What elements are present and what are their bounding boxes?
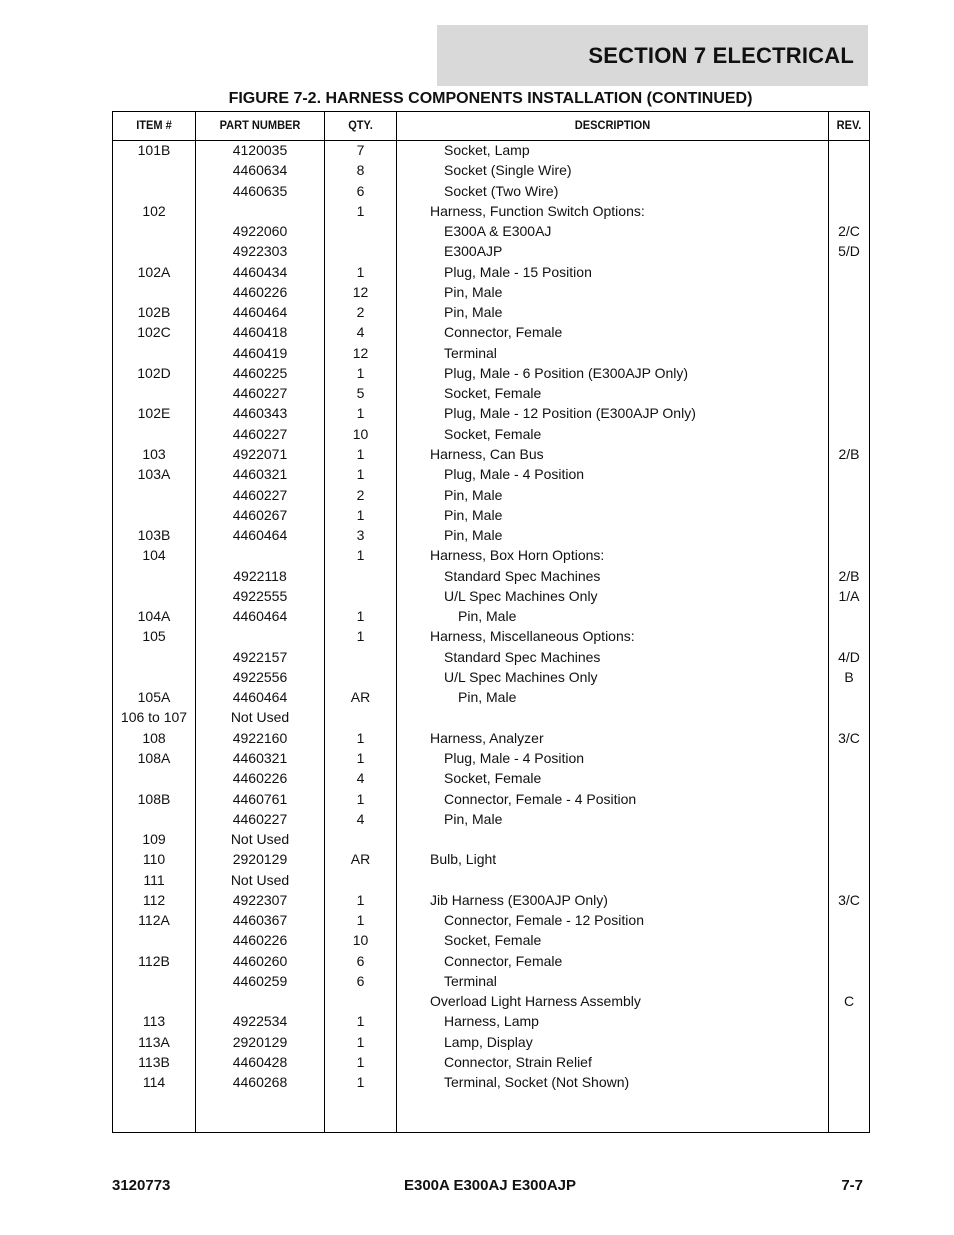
part-number: 2920129 (232, 1033, 288, 1050)
item-number: 105 (142, 628, 166, 645)
quantity: 1 (356, 749, 365, 766)
table-row (113, 728, 869, 748)
description: E300A & E300AJ (444, 223, 552, 240)
description: Pin, Male (444, 486, 503, 503)
description: Jib Harness (E300AJP Only) (430, 891, 608, 908)
table-row (113, 160, 869, 180)
description: Pin, Male (444, 506, 503, 523)
quantity: 10 (352, 932, 369, 949)
quantity: 1 (356, 364, 365, 381)
quantity: 6 (356, 952, 365, 969)
table-row (113, 566, 869, 586)
footer-models: E300A E300AJ E300AJP (403, 1177, 577, 1194)
footer-doc-number: 3120773 (112, 1177, 171, 1194)
quantity: 7 (356, 142, 365, 158)
table-row (113, 363, 869, 383)
quantity: 12 (352, 283, 369, 300)
description: Plug, Male - 12 Position (E300AJP Only) (444, 405, 696, 422)
part-number: 4460226 (232, 932, 288, 949)
revision: 2/B (838, 567, 860, 584)
part-number: 4460464 (232, 527, 288, 544)
part-number: 4922534 (232, 1013, 288, 1030)
quantity: 1 (356, 1013, 365, 1030)
description: Connector, Female - 12 Position (444, 912, 644, 929)
quantity: 8 (356, 162, 365, 179)
description: Plug, Male - 4 Position (444, 466, 585, 483)
table-row (113, 1072, 869, 1092)
table-row (113, 667, 869, 687)
revision: 3/C (838, 729, 860, 746)
part-number: 4460227 (232, 810, 288, 827)
description: Harness, Analyzer (430, 729, 544, 746)
quantity: 4 (356, 770, 365, 787)
part-number: 4922160 (232, 729, 288, 746)
description: Connector, Strain Relief (444, 1053, 592, 1070)
part-number: 4922071 (232, 445, 288, 462)
table-row (113, 971, 869, 991)
part-number: 4922118 (233, 567, 287, 584)
table-row (113, 647, 869, 667)
description: Harness, Function Switch Options: (430, 202, 645, 219)
description: Socket, Female (444, 932, 542, 949)
part-number: 4922555 (232, 587, 288, 604)
quantity: 1 (356, 506, 365, 523)
table-row (113, 343, 869, 363)
table-row (113, 201, 869, 221)
part-number: 4460226 (232, 283, 288, 300)
quantity: 1 (356, 1033, 365, 1050)
part-number: 4460634 (232, 162, 288, 179)
description: Socket, Lamp (444, 142, 530, 158)
description: Terminal (444, 344, 497, 361)
description: Pin, Male (458, 689, 517, 706)
part-number: 4120035 (232, 142, 288, 158)
description: Harness, Miscellaneous Options: (430, 628, 635, 645)
part-number: 4460268 (232, 1074, 288, 1091)
header-item: ITEM # (136, 118, 172, 132)
quantity: 6 (356, 972, 365, 989)
quantity: 1 (356, 445, 365, 462)
item-number: 102 (142, 202, 166, 219)
part-number: 4460418 (232, 324, 288, 341)
table-row (113, 809, 869, 829)
quantity: 1 (356, 547, 365, 564)
part-number: 4460761 (232, 790, 288, 807)
item-number: 108 (142, 729, 166, 746)
part-number: 4922556 (232, 668, 288, 685)
revision: B (844, 668, 854, 685)
quantity: 1 (356, 1053, 365, 1070)
item-number: 112A (138, 912, 170, 929)
part-number: 4460428 (232, 1053, 288, 1070)
description: U/L Spec Machines Only (444, 668, 598, 685)
quantity: 1 (356, 202, 365, 219)
quantity: 2 (356, 486, 365, 503)
quantity: 1 (356, 729, 365, 746)
item-number: 102C (137, 324, 171, 341)
part-number: 4460260 (232, 952, 288, 969)
table-body (113, 140, 869, 1092)
item-number: 102B (137, 304, 171, 321)
quantity: 1 (356, 608, 365, 625)
quantity: 6 (356, 182, 365, 199)
description: Pin, Male (458, 608, 517, 625)
description: Standard Spec Machines (444, 648, 601, 665)
part-number: 4460367 (232, 912, 288, 929)
description: U/L Spec Machines Only (444, 587, 598, 604)
item-number: 114 (142, 1074, 166, 1091)
table-row (113, 1011, 869, 1031)
description: Socket, Female (444, 770, 542, 787)
quantity: 1 (356, 628, 365, 645)
revision: 1/A (838, 587, 860, 604)
item-number: 113 (142, 1013, 166, 1030)
part-number: 4460434 (232, 263, 288, 280)
table-row (113, 221, 869, 241)
item-number: 113B (138, 1053, 170, 1070)
table-row (113, 302, 869, 322)
description: Socket, Female (444, 425, 542, 442)
quantity: 1 (356, 912, 365, 929)
table-row (113, 890, 869, 910)
table-row (113, 991, 869, 1011)
table-row (113, 1032, 869, 1052)
quantity: AR (350, 689, 371, 706)
table-row (113, 403, 869, 423)
revision: 4/D (838, 648, 860, 665)
item-number: 102A (137, 263, 171, 280)
part-number: 4922307 (232, 891, 288, 908)
item-number: 109 (142, 831, 166, 848)
description: Pin, Male (444, 810, 503, 827)
table-row (113, 322, 869, 342)
item-number: 102D (137, 364, 171, 381)
table-row (113, 626, 869, 646)
part-number: 4460464 (232, 689, 288, 706)
table-row (113, 383, 869, 403)
table-row (113, 444, 869, 464)
part-number: Not Used (230, 871, 290, 888)
part-number: 4460227 (232, 425, 288, 442)
description: Connector, Female (444, 952, 563, 969)
quantity: 1 (356, 891, 365, 908)
part-number: 4460464 (232, 304, 288, 321)
quantity: 10 (352, 425, 369, 442)
table-row (113, 505, 869, 525)
part-number: 4460343 (232, 405, 288, 422)
revision: 3/C (838, 891, 860, 908)
description: Socket (Two Wire) (444, 182, 559, 199)
description: Standard Spec Machines (444, 567, 601, 584)
part-number: Not Used (230, 709, 290, 726)
header-rev: REV. (836, 118, 862, 132)
header-qty: QTY. (348, 118, 373, 132)
part-number: 2920129 (232, 851, 288, 868)
item-number: 101B (137, 142, 171, 158)
description: Plug, Male - 15 Position (444, 263, 592, 280)
quantity: 1 (356, 263, 365, 280)
table-row (113, 870, 869, 890)
table-row (113, 140, 869, 160)
item-number: 105A (137, 689, 171, 706)
item-number: 103 (142, 445, 166, 462)
quantity: 2 (356, 304, 365, 321)
description: Harness, Lamp (444, 1013, 539, 1030)
description: Socket (Single Wire) (444, 162, 572, 179)
header-part-number: PART NUMBER (219, 118, 301, 132)
description: Pin, Male (444, 283, 503, 300)
description: E300AJP (444, 243, 503, 260)
description: Bulb, Light (430, 851, 497, 868)
parts-table (112, 111, 870, 1133)
description: Lamp, Display (444, 1033, 533, 1050)
description: Pin, Male (444, 304, 503, 321)
table-row (113, 586, 869, 606)
part-number: 4922303 (232, 243, 288, 260)
quantity: 1 (356, 1074, 365, 1091)
description: Harness, Box Horn Options: (430, 547, 605, 564)
quantity: 4 (356, 324, 365, 341)
quantity: 3 (356, 527, 365, 544)
table-row (113, 849, 869, 869)
table-row (113, 424, 869, 444)
part-number: 4460225 (232, 364, 288, 381)
quantity: 1 (356, 405, 365, 422)
quantity: AR (350, 851, 371, 868)
item-number: 108B (137, 790, 171, 807)
header-description: DESCRIPTION (574, 118, 651, 132)
table-row (113, 282, 869, 302)
table-row (113, 768, 869, 788)
item-number: 111 (143, 871, 165, 888)
description: Connector, Female - 4 Position (444, 790, 637, 807)
description: Socket, Female (444, 385, 542, 402)
table-row (113, 748, 869, 768)
part-number: 4922060 (232, 223, 288, 240)
description: Connector, Female (444, 324, 563, 341)
table-header (113, 112, 869, 141)
item-number: 103A (137, 466, 171, 483)
table-row (113, 485, 869, 505)
quantity: 4 (356, 810, 365, 827)
figure-title: FIGURE 7-2. HARNESS COMPONENTS INSTALLATION (CONTINUED) (228, 90, 753, 107)
quantity: 12 (352, 344, 369, 361)
table-row (113, 829, 869, 849)
description: Terminal, Socket (Not Shown) (444, 1074, 630, 1091)
part-number: 4460321 (232, 749, 288, 766)
table-row (113, 930, 869, 950)
part-number: 4460227 (232, 385, 288, 402)
item-number: 112 (142, 891, 166, 908)
item-number: 113A (138, 1033, 170, 1050)
item-number: 110 (142, 851, 166, 868)
description: Overload Light Harness Assembly (430, 993, 641, 1010)
table-row (113, 525, 869, 545)
description: Terminal (444, 972, 497, 989)
table-row (113, 1052, 869, 1072)
table-row (113, 606, 869, 626)
part-number: 4460464 (232, 608, 288, 625)
table-row (113, 262, 869, 282)
description: Pin, Male (444, 527, 503, 544)
item-number: 106 to 107 (120, 709, 188, 726)
item-number: 103B (137, 527, 171, 544)
revision: C (843, 993, 855, 1010)
table-row (113, 464, 869, 484)
description: Harness, Can Bus (430, 445, 544, 462)
description: Plug, Male - 6 Position (E300AJP Only) (444, 364, 689, 381)
item-number: 112B (138, 952, 170, 969)
table-row (113, 687, 869, 707)
section-header (437, 25, 868, 86)
part-number: 4460321 (232, 466, 288, 483)
part-number: 4922157 (232, 648, 288, 665)
table-row (113, 910, 869, 930)
part-number: Not Used (230, 831, 290, 848)
item-number: 102E (137, 405, 171, 422)
part-number: 4460259 (232, 972, 288, 989)
item-number: 108A (137, 749, 171, 766)
part-number: 4460267 (232, 506, 288, 523)
revision: 5/D (838, 243, 860, 260)
quantity: 1 (356, 790, 365, 807)
part-number: 4460419 (232, 344, 288, 361)
revision: 2/B (838, 445, 860, 462)
quantity: 5 (356, 385, 365, 402)
table-row (113, 241, 869, 261)
footer-page-number: 7-7 (841, 1177, 863, 1194)
table-row (113, 707, 869, 727)
part-number: 4460227 (232, 486, 288, 503)
description: Plug, Male - 4 Position (444, 749, 585, 766)
table-row (113, 951, 869, 971)
item-number: 104 (142, 547, 166, 564)
table-row (113, 789, 869, 809)
table-row (113, 545, 869, 565)
part-number: 4460226 (232, 770, 288, 787)
item-number: 104A (137, 608, 171, 625)
quantity: 1 (356, 466, 365, 483)
part-number: 4460635 (232, 182, 288, 199)
revision: 2/C (838, 223, 860, 240)
section-title: SECTION 7 ELECTRICAL (588, 43, 854, 68)
table-row (113, 181, 869, 201)
